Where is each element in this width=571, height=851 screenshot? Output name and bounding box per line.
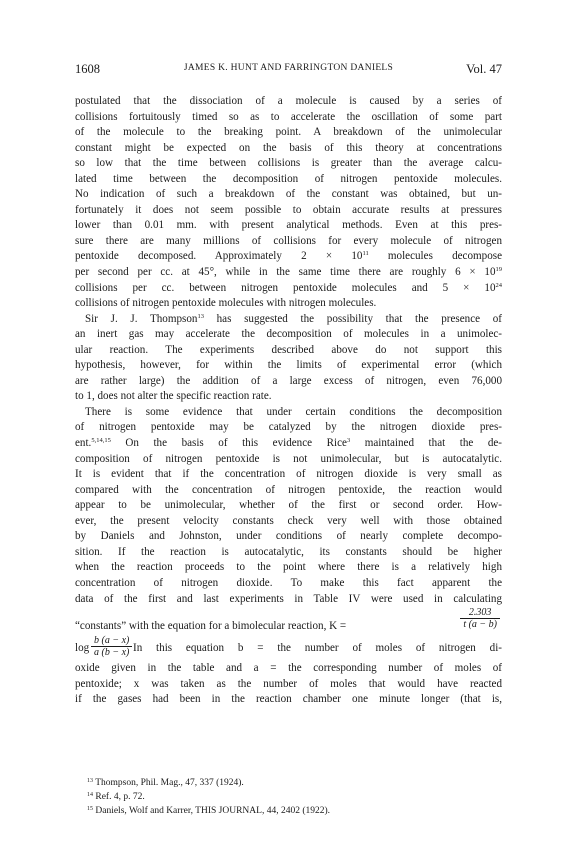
- text-line: In this equation b = the number of moles of nitrogen di-: [133, 642, 502, 655]
- footnote-ref: 13: [197, 312, 204, 320]
- footnote-mark: 13: [87, 778, 93, 784]
- superscript: 24: [495, 281, 502, 289]
- text-line: [75, 265, 502, 281]
- volume-label: Vol. 47: [466, 62, 502, 76]
- text-line: constant might be expected on the basis of this theory at concentrations: [75, 141, 502, 154]
- text-line: of nitrogen pentoxide may be catalyzed by the nitrogen dioxide pres-: [75, 421, 502, 434]
- text-line: to 1, does not alter the specific reaction rate.: [75, 390, 272, 403]
- text-line: sure there are many millions of collisions for every molecule of nitrogen: [75, 234, 502, 247]
- text-line: ular reaction. The experiments described above do not support this: [75, 343, 502, 356]
- line-part: Sir J. J. Thompson: [85, 312, 198, 325]
- text-line: pentoxide; x was taken as the number of moles that would have reacted: [75, 677, 502, 690]
- text-line: There is some evidence that under certain conditions the decomposition: [85, 405, 502, 418]
- text-line: data of the first and last experiments in Table IV were used in calculating: [75, 592, 502, 605]
- line-part: has suggested the possibility that the presence of: [216, 312, 502, 325]
- footnote-mark: 14: [87, 792, 93, 799]
- footnote: [87, 776, 487, 790]
- text-line: compared with the concentration of nitrogen pentoxide, the reaction would: [75, 483, 502, 496]
- footnote-mark: 15: [87, 806, 93, 813]
- text-line: [75, 281, 502, 297]
- line-part: pentoxide decomposed. Approximately 2 × 10: [75, 250, 363, 263]
- article-body: [75, 94, 502, 708]
- log-label: log: [75, 642, 90, 655]
- equation-fraction: [91, 635, 132, 658]
- text-line: so low that the time between collisions is greater than the average calcu-: [75, 157, 502, 170]
- footnote-text: Daniels, Wolf and Karrer, THIS JOURNAL, 44, 2402 (1922).: [95, 806, 331, 817]
- text-line: composition of nitrogen pentoxide is not unimolecular, but is autocatalytic.: [75, 452, 502, 465]
- line-part: ent.: [75, 437, 92, 450]
- line-part: On the basis of this evidence Rice: [125, 437, 347, 450]
- footnote-text: Thompson, Phil. Mag., 47, 337 (1924).: [95, 778, 244, 788]
- text-line: lated time between the decomposition of nitrogen pentoxide molecules.: [75, 172, 502, 185]
- text-line: It is evident that if the concentration of nitrogen dioxide is very small as: [75, 468, 502, 481]
- text-line: [75, 436, 502, 452]
- text-line: are rather large) the addition of a large excess of nitrogen, even 76,000: [75, 374, 502, 387]
- text-line: of the molecule to the breaking point. A breakdown of the unimolecular: [75, 126, 502, 139]
- footnote-ref: 3: [346, 437, 351, 445]
- footnote: [87, 804, 487, 818]
- text-line: when the reaction proceeds to the point where there is a relatively high: [75, 561, 502, 574]
- footnote: [87, 790, 487, 804]
- equation-line: [75, 607, 502, 636]
- fraction-denominator: a (b − x): [94, 647, 130, 659]
- text-line: collisions of nitrogen pentoxide molecules with nitrogen molecules.: [75, 297, 377, 310]
- footnote-ref: 5,14,15: [91, 437, 111, 445]
- text-line: postulated that the dissociation of a molecule is caused by a series of: [75, 95, 502, 107]
- text-line: appear to be unimolecular, whether of the first or second order. How-: [75, 499, 502, 512]
- page-number: 1608: [75, 62, 100, 76]
- text-line: No indication of such a breakdown of the constant was obtained, but un-: [75, 188, 502, 201]
- text-line: [75, 312, 502, 328]
- fraction-numerator: 2.303: [460, 607, 500, 619]
- text-line: “constants” with the equation for a bimolecular reaction, K =: [75, 620, 347, 633]
- line-part: collisions per cc. between nitrogen pentoxide molecules and 5 × 10: [75, 281, 496, 294]
- fraction-denominator: t (a − b): [463, 619, 497, 631]
- line-part: maintained that the de-: [364, 437, 502, 450]
- footnote-text: Ref. 4, p. 72.: [95, 792, 145, 803]
- text-line: by Daniels and Johnston, under conditions of nearly complete decompo-: [75, 530, 502, 543]
- superscript: 19: [495, 266, 502, 274]
- text-line: an inert gas may accelerate the decomposition of molecules in a unimolec-: [75, 328, 502, 341]
- line-part: molecules decompose: [387, 250, 502, 263]
- text-line: concentration of nitrogen dioxide. To make this fact apparent the: [75, 576, 502, 589]
- superscript: 11: [362, 250, 369, 258]
- line-part: per second per cc. at 45°, while in the same time there are roughly 6 × 10: [75, 266, 496, 279]
- equation-line: [75, 636, 502, 661]
- text-line: ever, the present velocity constants check very well with those obtained: [75, 514, 502, 527]
- text-line: fortunately it does not seem possible to obtain accurate results at pressures: [75, 203, 502, 216]
- text-line: if the gases had been in the reaction chamber one minute longer (that is,: [75, 693, 502, 706]
- fraction-numerator: b (a − x): [91, 635, 132, 647]
- text-line: lower than 0.01 mm. with present analytical methods. Even at this pres-: [75, 219, 502, 232]
- text-line: hypothesis, however, for within the limits of experimental error (which: [75, 359, 502, 372]
- text-line: sition. If the reaction is autocatalytic, its constants should be higher: [75, 545, 502, 558]
- footnotes: [87, 776, 487, 819]
- text-line: [75, 249, 502, 265]
- text-line: collisions fortuitously timed so as to accelerate the oscillation of some part: [75, 110, 502, 123]
- equation-fraction: [460, 607, 500, 630]
- text-line: oxide given in the table and a = the corresponding number of moles of: [75, 662, 502, 675]
- running-title: JAMES K. HUNT AND FARRINGTON DANIELS: [183, 63, 394, 73]
- running-header: [75, 62, 502, 78]
